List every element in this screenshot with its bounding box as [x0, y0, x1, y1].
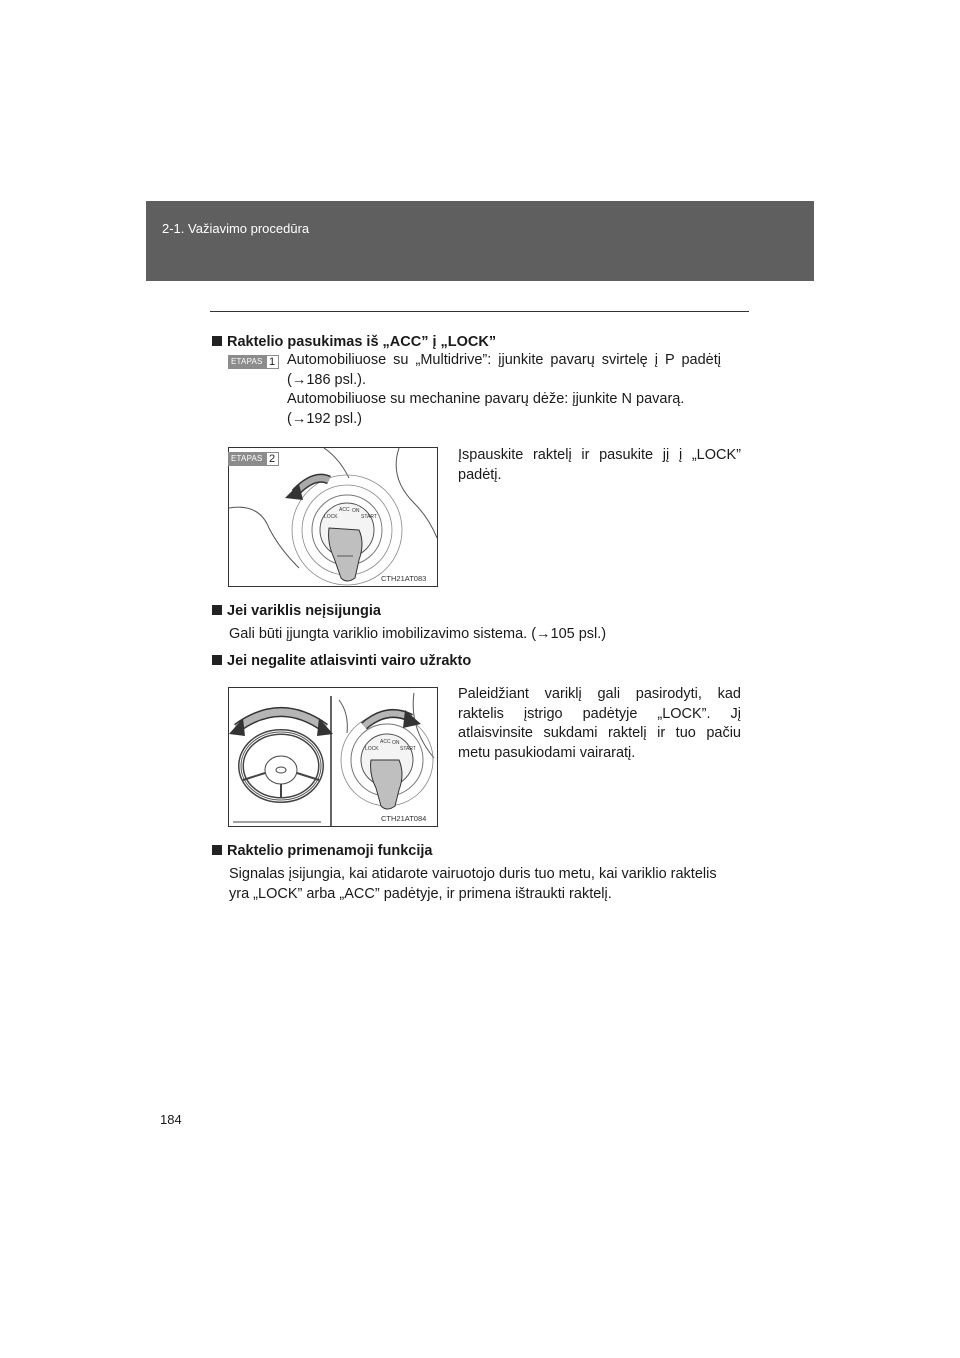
section-header-band: [146, 201, 814, 281]
bullet-square-icon: [212, 336, 222, 346]
svg-text:LOCK: LOCK: [324, 514, 338, 520]
reminder-line1: Signalas įsijungia, kai atidarote vairuotojo duris tuo metu, kai variklio raktelis: [229, 866, 717, 882]
step1-line3: Automobiliuose su mechanine pavarų dėže: įjunkite N pavarą.: [287, 391, 685, 407]
step1-line4: (→192 psl.): [287, 410, 362, 427]
step-badge-2: [228, 452, 279, 466]
heading-wheel-lock: [212, 652, 471, 670]
svg-text:ON: ON: [352, 508, 360, 514]
no-start-text: Gali būti įjungta variklio imobilizavimo sistema. (→105 psl.): [229, 626, 607, 642]
step1-text: [287, 351, 742, 429]
step-badge-number: 1: [266, 355, 279, 369]
figure1-code: CTH21AT083: [381, 574, 427, 583]
reminder-text: [229, 865, 717, 904]
heading-reminder: [212, 842, 432, 860]
step-badge-1: [228, 355, 279, 369]
svg-text:START: START: [361, 514, 377, 520]
step1-line2: (→186 psl.).: [287, 371, 366, 388]
step-badge-label: ETAPAS: [228, 452, 266, 466]
bullet-square-icon: [212, 655, 222, 665]
top-rule: [210, 311, 749, 312]
heading-lock-text: Raktelio pasukimas iš „ACC” į „LOCK”: [227, 334, 497, 350]
bullet-square-icon: [212, 605, 222, 615]
figure-ignition-lock: [228, 447, 438, 587]
svg-text:START: START: [400, 746, 416, 752]
svg-text:ACC: ACC: [380, 739, 391, 745]
page-number: 184: [160, 1112, 182, 1127]
heading-wheel-lock-text: Jei negalite atlaisvinti vairo užrakto: [227, 653, 472, 669]
heading-no-start-text: Jei variklis neįsijungia: [227, 603, 381, 619]
svg-text:LOCK: LOCK: [365, 746, 379, 752]
reminder-line2: yra „LOCK” arba „ACC” padėtyje, ir primena ištraukti raktelį.: [229, 885, 612, 902]
wheel-lock-text: Paleidžiant variklį gali pasirodyti, kad raktelis įstrigo padėtyje „LOCK”. Jį atlaisvinsite sukdami raktelį ir tuo pačiu metu pasukiodami vairaratį.: [458, 686, 741, 761]
bullet-square-icon: [212, 845, 222, 855]
step-badge-number: 2: [266, 452, 279, 466]
heading-reminder-text: Raktelio primenamoji funkcija: [227, 843, 433, 859]
figure2-code: CTH21AT084: [381, 814, 427, 823]
svg-text:ACC: ACC: [339, 507, 350, 513]
section-title: 2-1. Važiavimo procedūra: [162, 221, 310, 236]
step2-text: Įspauskite raktelį ir pasukite jį į „LOCK” padėtį.: [458, 447, 741, 483]
svg-text:ON: ON: [392, 740, 400, 746]
heading-lock: [212, 333, 496, 351]
figure-steering-wheel: [228, 687, 438, 827]
step-badge-label: ETAPAS: [228, 355, 266, 369]
heading-no-start: [212, 602, 381, 620]
step1-line1: Automobiliuose su „Multidrive”: įjunkite pavarų svirtelę į P padėtį: [287, 352, 721, 368]
